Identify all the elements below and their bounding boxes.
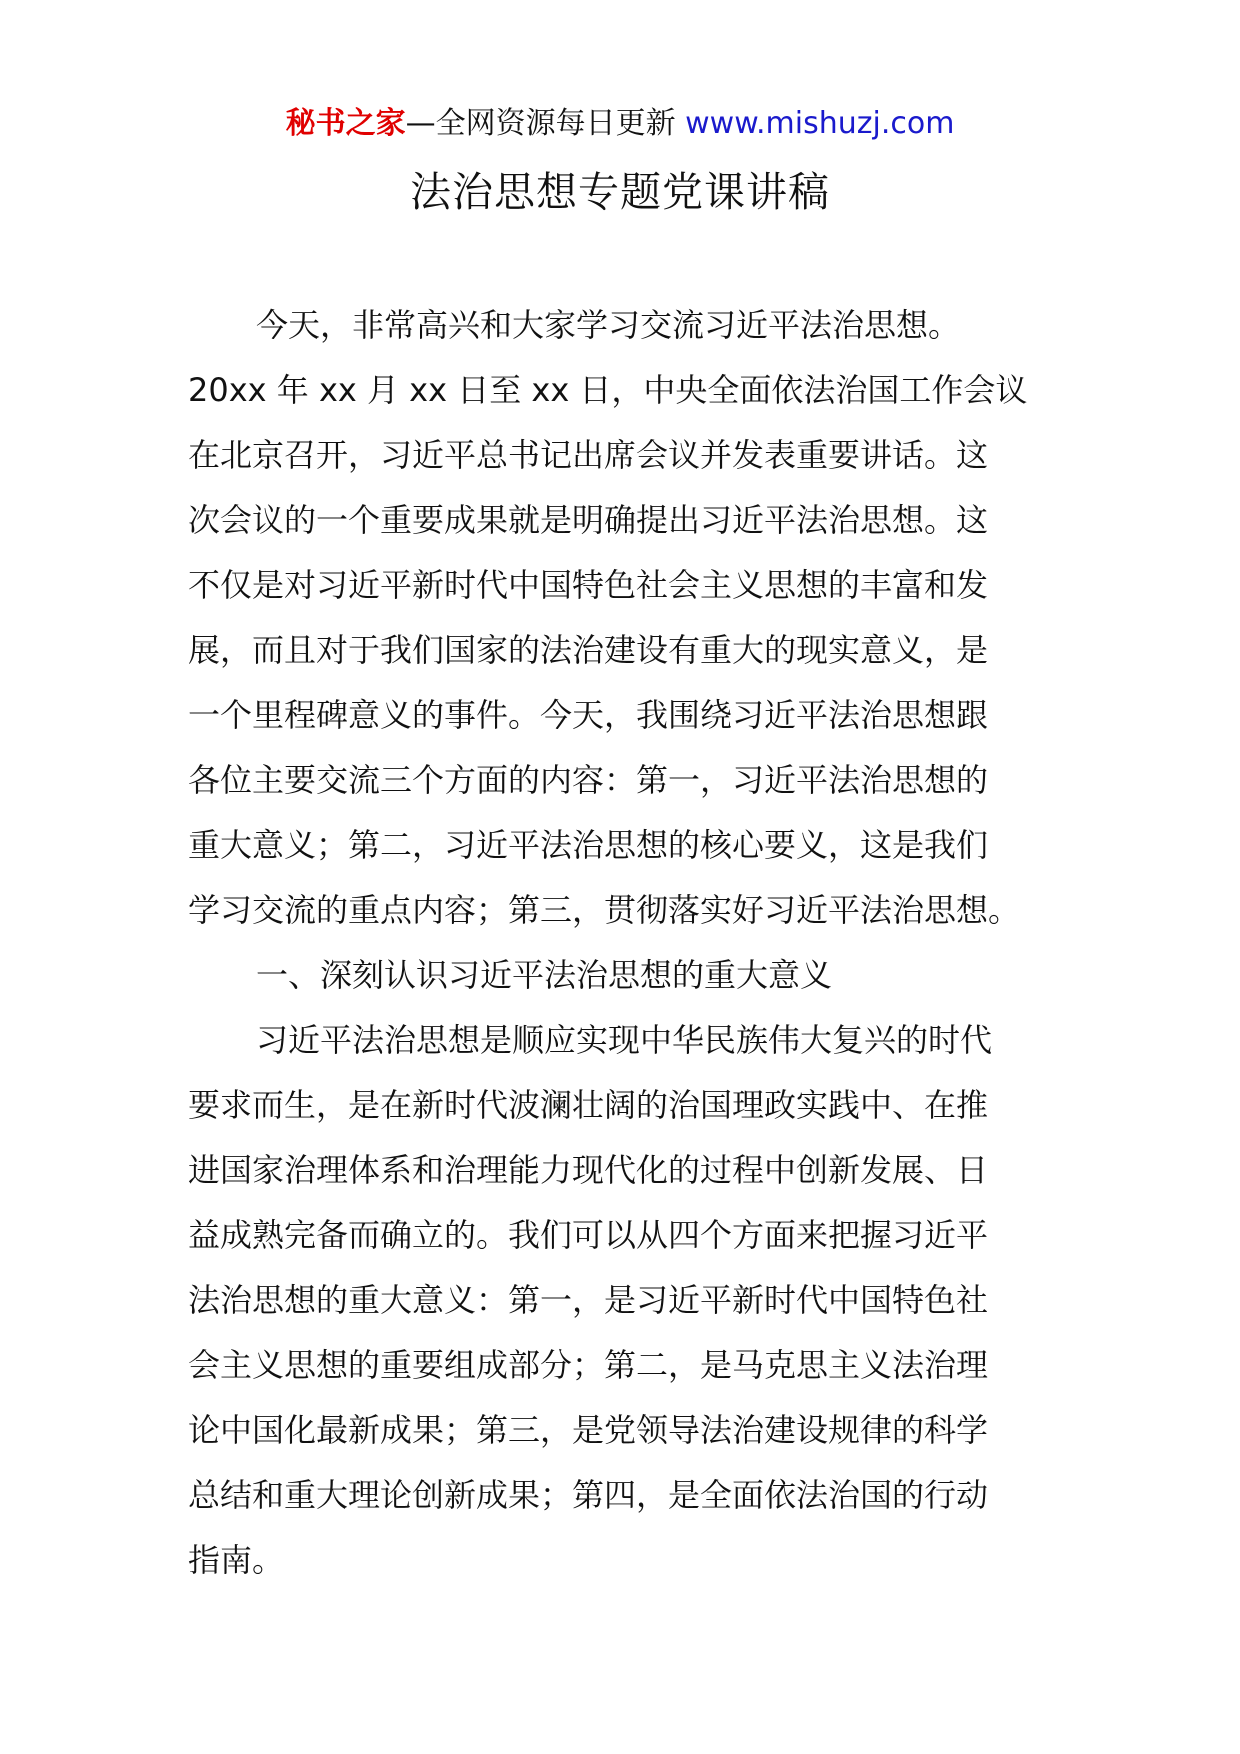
text-line: 一个里程碑意义的事件。今天，我围绕习近平法治思想跟 — [188, 696, 989, 734]
site-header — [0, 102, 1240, 146]
text-line: 次会议的一个重要成果就是明确提出习近平法治思想。这 — [188, 501, 989, 539]
text-line: 益成熟完备而确立的。我们可以从四个方面来把握习近平 — [188, 1216, 989, 1254]
document-title: 法治思想专题党课讲稿 — [410, 168, 830, 216]
text-line: 要求而生，是在新时代波澜壮阔的治国理政实践中、在推 — [188, 1086, 989, 1124]
text-line: 进国家治理体系和治理能力现代化的过程中创新发展、日 — [188, 1151, 989, 1189]
text-line: 20xx 年 xx 月 xx 日至 xx 日，中央全面依法治国工作会议 — [188, 371, 1028, 409]
text-line: 今天，非常高兴和大家学习交流习近平法治思想。 — [256, 306, 961, 344]
text-line: 会主义思想的重要组成部分；第二，是马克思主义法治理 — [188, 1346, 989, 1384]
text-line: 重大意义；第二，习近平法治思想的核心要义，这是我们 — [188, 826, 989, 864]
brand-name: 秘书之家 — [285, 106, 406, 141]
text-line: 在北京召开，习近平总书记出席会议并发表重要讲话。这 — [188, 436, 989, 474]
text-line: 各位主要交流三个方面的内容：第一，习近平法治思想的 — [188, 761, 989, 799]
header-tagline: —全网资源每日更新 — [405, 106, 676, 141]
text-line: 论中国化最新成果；第三，是党领导法治建设规律的科学 — [188, 1411, 989, 1449]
text-line: 学习交流的重点内容；第三，贯彻落实好习近平法治思想。 — [188, 891, 1021, 929]
text-line: 指南。 — [188, 1541, 285, 1579]
text-line: 不仅是对习近平新时代中国特色社会主义思想的丰富和发 — [188, 566, 989, 604]
text-line: 法治思想的重大意义：第一，是习近平新时代中国特色社 — [188, 1281, 989, 1319]
text-line: 展，而且对于我们国家的法治建设有重大的现实意义，是 — [188, 631, 989, 669]
site-url-link[interactable]: www.mishuzj.com — [685, 106, 955, 141]
text-line: 习近平法治思想是顺应实现中华民族伟大复兴的时代 — [256, 1021, 993, 1059]
section-heading: 一、深刻认识习近平法治思想的重大意义 — [256, 956, 833, 994]
text-line: 总结和重大理论创新成果；第四，是全面依法治国的行动 — [188, 1476, 989, 1514]
document-body — [188, 293, 1058, 1593]
